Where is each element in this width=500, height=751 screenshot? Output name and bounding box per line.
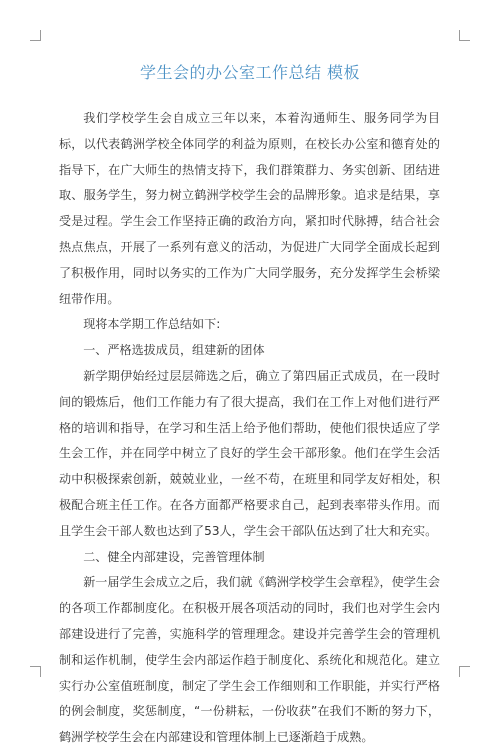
crop-mark-top-right	[459, 30, 470, 41]
paragraph-intro: 我们学校学生会自成立三年以来，本着沟通师生、服务同学为目标，以代表鹤洲学校全体同学的利益为原则，在校长办公室和德育处的指导下，在广大师生的热情支持下，我们群策群力、务实创新、团结进取、服务学生，努力树立鹤洲学校学生会的品牌形象。追求是结果，享受是过程。学生会工作坚持正确的政治方向，紧扣时代脉搏，结合社会热点焦点，开展了一系列有意义的活动，为促进广大同学全面成长起到了积极作用，同时以务实的工作为广大同学服务，充分发挥学生会桥梁纽带作用。	[59, 111, 440, 306]
section-heading-2: 二、健全内部建设，完善管理体制	[83, 549, 265, 564]
paragraph-section-2: 新一届学生会成立之后，我们就《鹤洲学校学生会章程》，使学生会的各项工作都制度化。在积极开展各项活动的同时，我们也对学生会内部建设进行了完善，实施科学的管理理念。建设并完善学生会的管理机制和运作机制，使学生会内部运作趋于制度化、系统化和规范化。建立实行办公室值班制度，制定了学生会工作细则和工作职能，并实行严格的例会制度，奖惩制度，“一份耕耘，一份收获”在我们不断的努力下，鹤洲学校学生会在内部建设和管理体制上已逐渐趋于成熟。	[59, 575, 440, 745]
crop-mark-bottom-left	[30, 666, 41, 677]
paragraph-section-1: 新学期伊始经过层层筛选之后，确立了第四届正式成员，在一段时间的锻炼后，他们工作能力有了很大提高，我们在工作上对他们进行严格的培训和指导，在学习和生活上给予他们帮助，使他们很快适应了学生会工作，并在同学中树立了良好的学生会干部形象。他们在学生会活动中积极探索创新，兢兢业业，一丝不苟，在班里和同学友好相处，积极配合班主任工作。在各方面都严格要求自己，起到表率带头作用。而且学生会干部人数也达到了53人，学生会干部队伍达到了壮大和充实。	[59, 368, 440, 538]
document-body	[59, 106, 440, 751]
crop-mark-bottom-right	[459, 666, 470, 677]
document-title: 学生会的办公室工作总结 模板	[139, 63, 361, 82]
section-heading-1: 一、严格选拔成员，组建新的团体	[83, 343, 265, 358]
crop-mark-top-left	[30, 30, 41, 41]
paragraph-summary-lead: 现将本学期工作总结如下:	[83, 317, 221, 332]
